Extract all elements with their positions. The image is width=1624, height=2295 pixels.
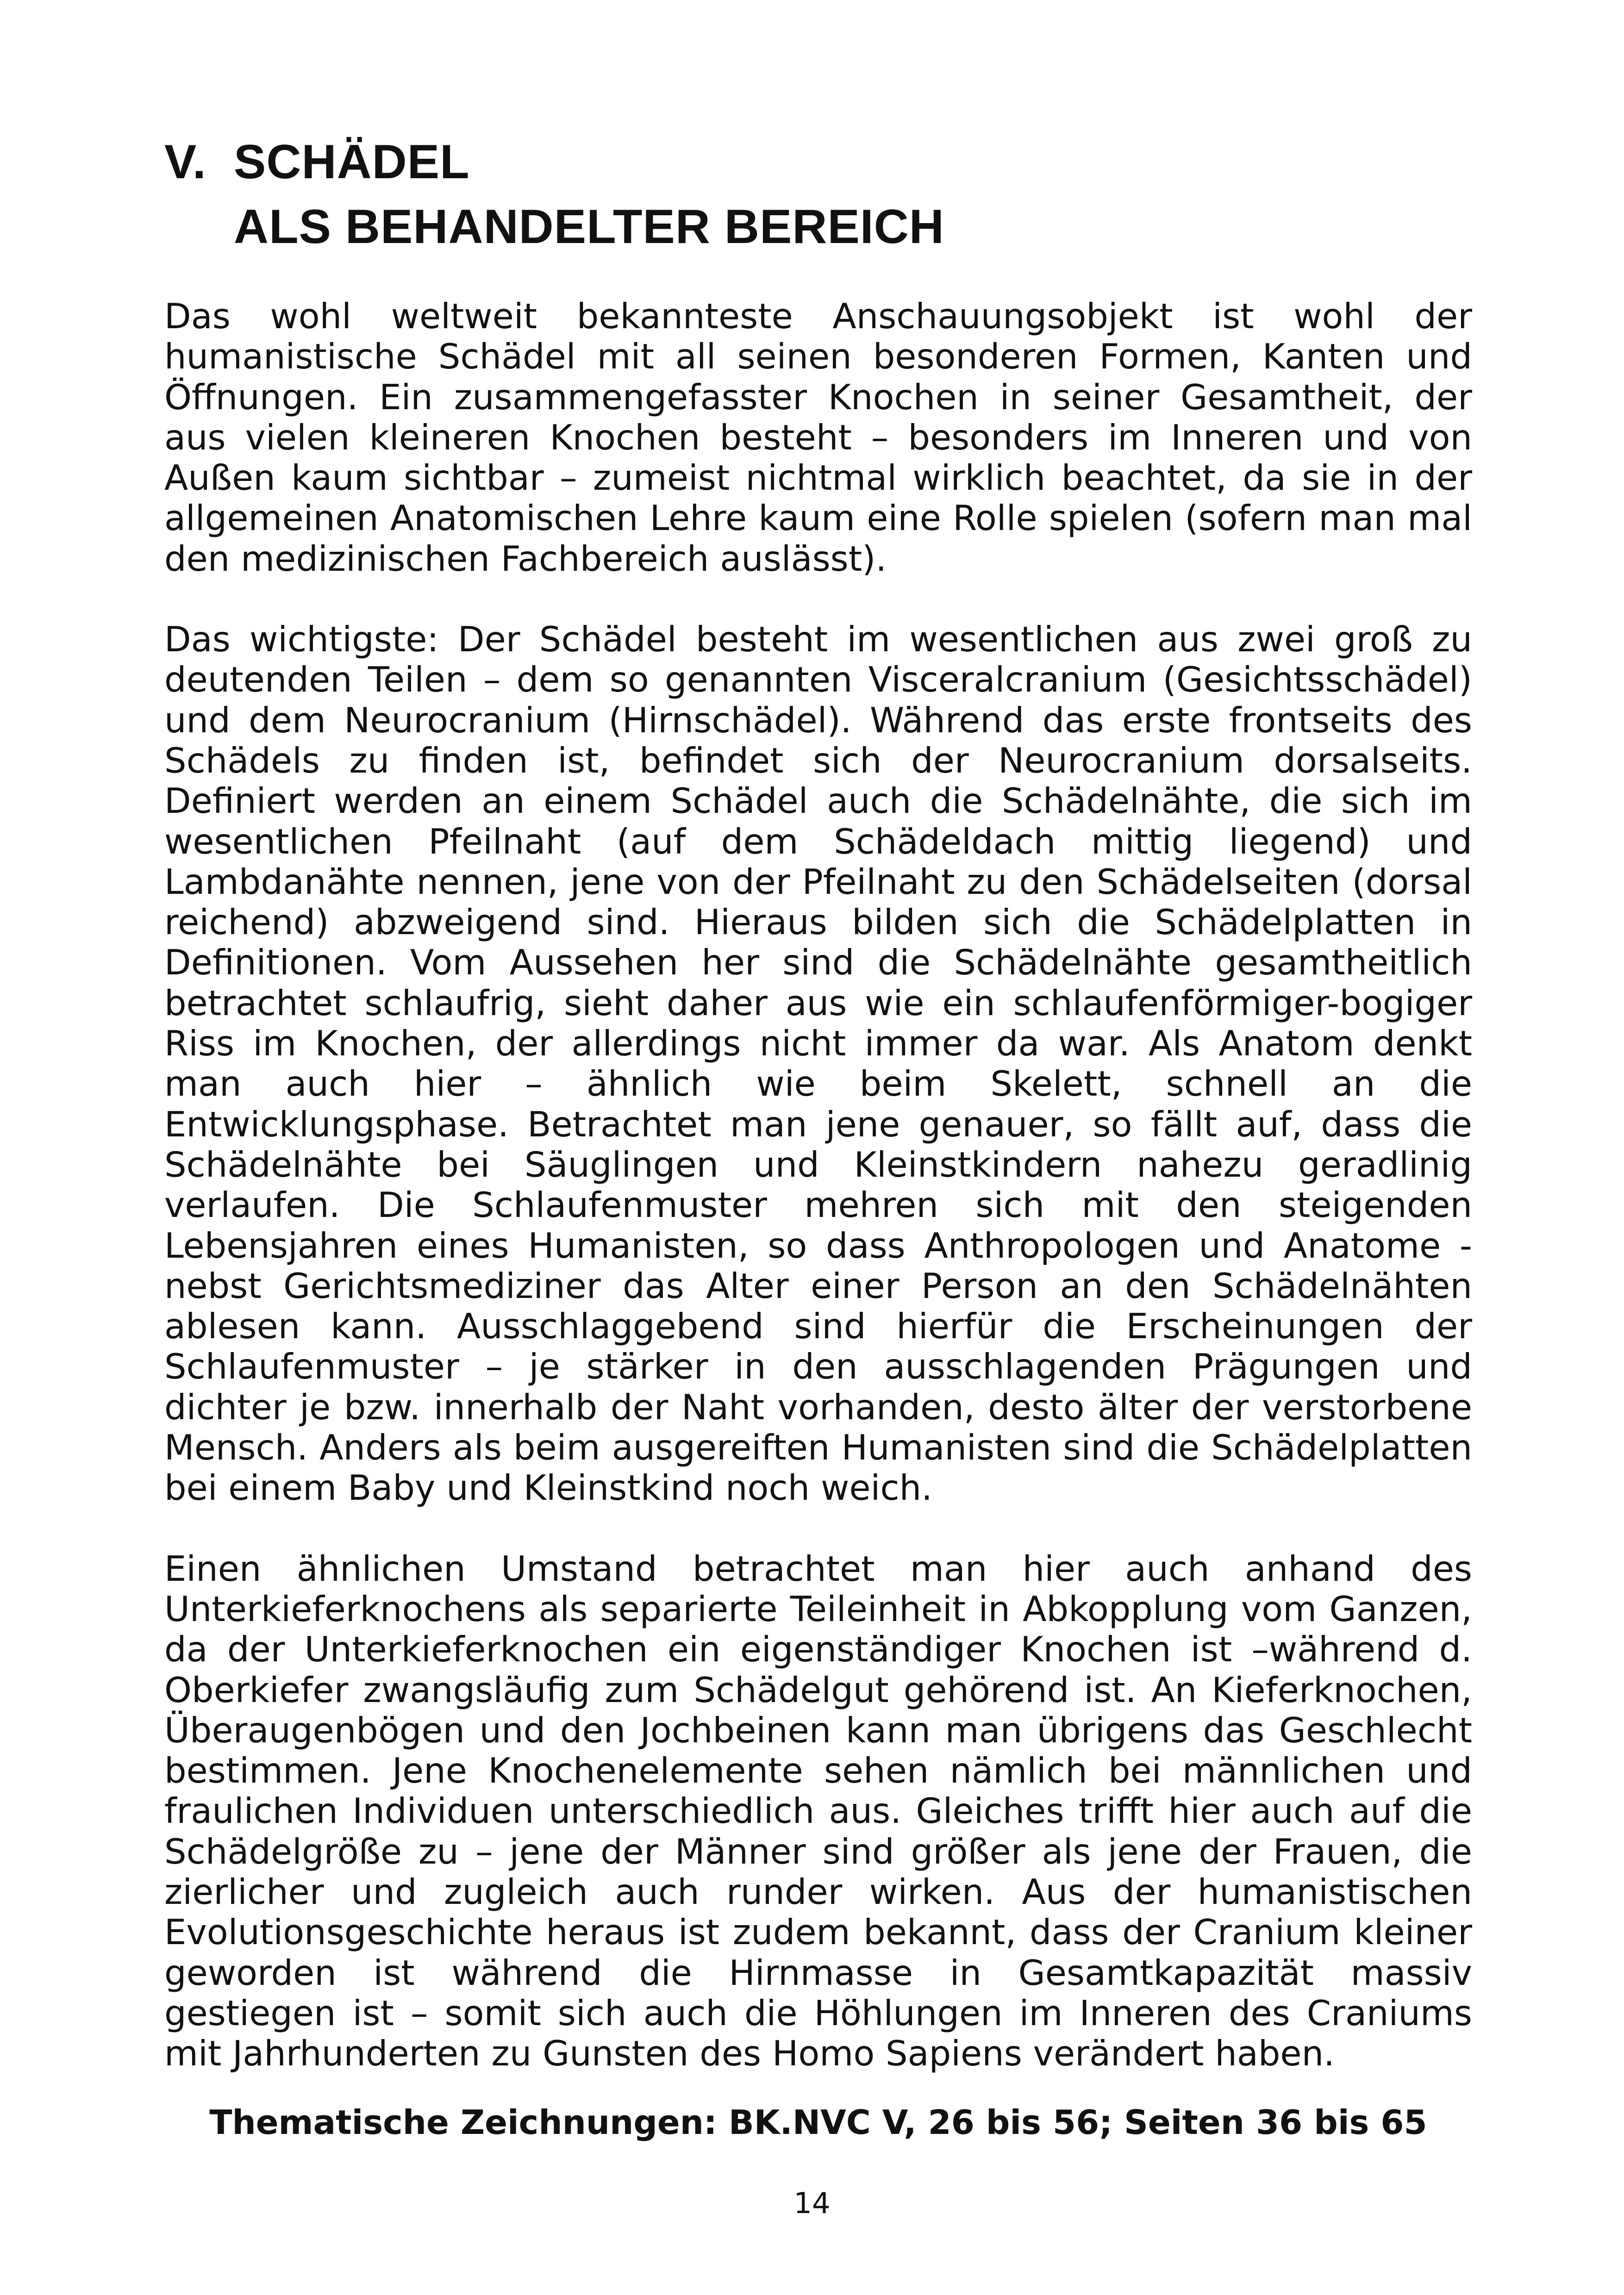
paragraph: Das wichtigste: Der Schädel besteht im wesentlichen aus zwei groß zu deutenden Teilen – dem so genannten Visceralcranium (Gesichtsschädel) und dem Neurocranium (Hirnschädel). Während das erste frontseits des Schädels zu finden ist, befindet sich der Neurocranium dorsalseits. Definiert werden an einem Schädel auch die Schädelnähte, die sich im wesentlichen Pfeilnaht (auf dem Schädeldach mittig liegend) und Lambdanähte nennen, jene von der Pfeilnaht zu den Schädelseiten (dorsal reichend) abzweigend sind. Hieraus bilden sich die Schädelplatten in Definitionen. Vom Aussehen her sind die Schädelnähte gesamtheitlich betrachtet schlaufrig, sieht daher aus wie ein schlaufenförmiger-bogiger Riss im Knochen, der allerdings nicht immer da war. Als Anatom denkt man auch hier – ähnlich wie beim Skelett, schnell an die Entwicklungsphase. Betrachtet man jene genauer, so fällt auf, dass die Schädelnähte bei Säuglingen und Kleinstkindern nahezu geradlinig verlaufen. Die Schlaufenmuster mehren sich mit den steigenden Lebensjahren eines Humanisten, so dass Anthropologen und Anatome -nebst Gerichtsmediziner das Alter einer Person an den Schädelnähten ablesen kann. Ausschlaggebend sind hierfür die Erscheinungen der Schlaufenmuster – je stärker in den ausschlagenden Prägungen und dichter je bzw. innerhalb der Naht vorhanden, desto älter der verstorbene Mensch. Anders als beim ausgereiften Humanisten sind die Schädelplatten bei einem Baby und Kleinstkind noch weich. <box>164 619 1472 1509</box>
body-text <box>164 296 1472 2114</box>
page-number: 14 <box>793 2186 831 2220</box>
chapter-title-line-2: ALS BEHANDELTER BEREICH <box>234 200 944 254</box>
chapter-heading-line-2 <box>164 194 944 259</box>
chapter-heading <box>164 130 944 259</box>
chapter-title-line-1: SCHÄDEL <box>234 135 470 189</box>
paragraph: Einen ähnlichen Umstand betrachtet man hier auch anhand des Unterkieferknochens als separierte Teileinheit in Abkopplung vom Ganzen, da der Unterkieferknochen ein eigenständiger Knochen ist –während d. Oberkiefer zwangsläufig zum Schädelgut gehörend ist. An Kieferknochen, Überaugenbögen und den Jochbeinen kann man übrigens das Geschlecht bestimmen. Jene Knochenelemente sehen nämlich bei männlichen und fraulichen Individuen unterschiedlich aus. Gleiches trifft hier auch auf die Schädelgröße zu – jene der Männer sind größer als jene der Frauen, die zierlicher und zugleich auch runder wirken. Aus der humanistischen Evolutionsgeschichte heraus ist zudem bekannt, dass der Cranium kleiner geworden ist während die Hirnmasse in Gesamtkapazität massiv gestiegen ist – somit sich auch die Höhlungen im Inneren des Craniums mit Jahrhunderten zu Gunsten des Homo Sapiens verändert haben. <box>164 1548 1472 2074</box>
chapter-number: V. <box>164 135 206 189</box>
thematic-drawings-reference: Thematische Zeichnungen: BK.NVC V, 26 bis 56; Seiten 36 bis 65 <box>209 2103 1427 2142</box>
paragraph: Das wohl weltweit bekannteste Anschauungsobjekt ist wohl der humanistische Schädel mit all seinen besonderen Formen, Kanten und Öffnungen. Ein zusammengefasster Knochen in seiner Gesamtheit, der aus vielen kleineren Knochen besteht – besonders im Inneren und von Außen kaum sichtbar – zumeist nichtmal wirklich beachtet, da sie in der allgemeinen Anatomischen Lehre kaum eine Rolle spielen (sofern man mal den medizinischen Fachbereich auslässt). <box>164 296 1472 579</box>
chapter-heading-line-1 <box>164 130 944 194</box>
